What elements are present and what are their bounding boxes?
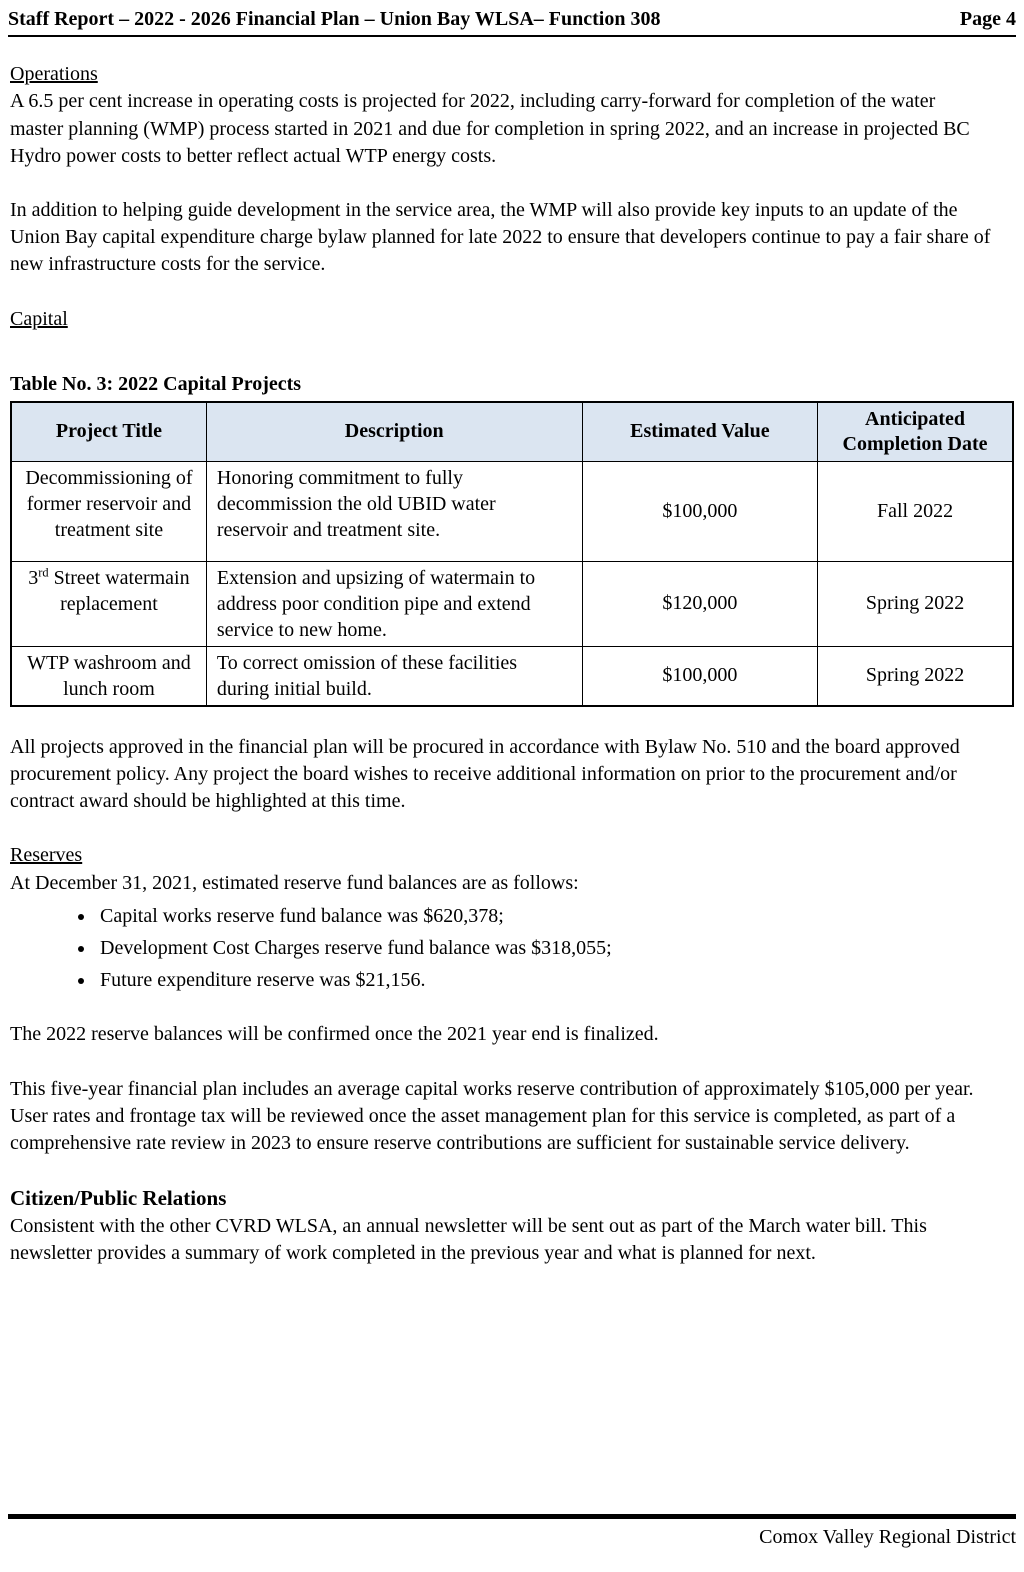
- cell-description: Extension and upsizing of watermain to address poor condition pipe and extend service to new home.: [206, 561, 582, 646]
- cell-estimated-value: $120,000: [582, 561, 817, 646]
- cell-estimated-value: $100,000: [582, 646, 817, 706]
- cell-project-title: 3rd Street watermain replacement: [11, 561, 206, 646]
- capital-projects-table: [10, 401, 1014, 707]
- operations-paragraph-1: A 6.5 per cent increase in operating costs is projected for 2022, including carry-forward for completion of the water master planning (WMP) process started in 2021 and due for completion in spring 2022, and an increase in projected BC Hydro power costs to better reflect actual WTP energy costs.: [10, 90, 970, 167]
- cell-project-title: Decommissioning of former reservoir and treatment site: [11, 461, 206, 561]
- table-row: [11, 561, 1013, 646]
- footer-rule: [8, 1514, 1016, 1519]
- document-body: [10, 61, 1014, 1267]
- cell-estimated-value: $100,000: [582, 461, 817, 561]
- page-footer: [8, 1514, 1016, 1551]
- reserves-bullet-list: [10, 903, 1014, 995]
- cell-description: To correct omission of these facilities during initial build.: [206, 646, 582, 706]
- column-header-description: Description: [206, 402, 582, 462]
- operations-paragraph-2: In addition to helping guide development in the service area, the WMP will also provide key inputs to an update of the Union Bay capital expenditure charge bylaw planned for late 2022 to ensure that developers continue to pay a fair share of new infrastructure costs for the service.: [10, 198, 991, 276]
- section-heading-capital: Capital: [10, 307, 68, 330]
- cell-completion-date: Spring 2022: [818, 561, 1013, 646]
- footer-org-name: Comox Valley Regional District: [759, 1526, 1016, 1548]
- cell-project-title: WTP washroom and lunch room: [11, 646, 206, 706]
- reserves-contribution-paragraph: This five-year financial plan includes an average capital works reserve contribution of approximately $105,000 per year. User rates and frontage tax will be reviewed once the asset management plan for this service is completed, as part of a comprehensive rate review in 2023 to ensure reserve contributions are sufficient for sustainable service delivery.: [10, 1077, 974, 1154]
- header-title: Staff Report – 2022 - 2026 Financial Plan – Union Bay WLSA– Function 308: [8, 8, 661, 30]
- column-header-completion-date: Anticipated Completion Date: [818, 402, 1013, 462]
- header-page-number: Page 4: [959, 8, 1016, 30]
- table-row: [11, 646, 1013, 706]
- section-heading-citizen-public-relations: Citizen/Public Relations: [10, 1186, 227, 1211]
- list-item-dcc: • Development Cost Charges reserve fund balance was $318,055;: [96, 935, 1014, 962]
- table-row: [11, 461, 1013, 561]
- ordinal-superscript: rd: [38, 565, 49, 580]
- table-header-row: [11, 402, 1013, 462]
- reserves-confirm-paragraph: The 2022 reserve balances will be confirmed once the 2021 year end is finalized.: [10, 1023, 659, 1046]
- page-header: [8, 6, 1016, 37]
- table-title: Table No. 3: 2022 Capital Projects: [10, 372, 302, 395]
- list-item-future-expenditure: • Future expenditure reserve was $21,156.: [96, 967, 1014, 994]
- column-header-project-title: Project Title: [11, 402, 206, 462]
- column-header-estimated-value: Estimated Value: [582, 402, 817, 462]
- cell-description: Honoring commitment to fully decommission the old UBID water reservoir and treatment site.: [206, 461, 582, 561]
- section-heading-operations: Operations: [10, 63, 98, 86]
- list-item-capital-works: • Capital works reserve fund balance was $620,378;: [96, 903, 1014, 930]
- citizen-paragraph: Consistent with the other CVRD WLSA, an annual newsletter will be sent out as part of the March water bill. This newsletter provides a summary of work completed in the previous year and what is planned for next.: [10, 1214, 927, 1264]
- cell-completion-date: Spring 2022: [818, 646, 1013, 706]
- section-heading-reserves: Reserves: [10, 844, 83, 867]
- reserves-intro: At December 31, 2021, estimated reserve fund balances are as follows:: [10, 871, 579, 894]
- procurement-paragraph: All projects approved in the financial plan will be procured in accordance with Bylaw No. 510 and the board approved procurement policy. Any project the board wishes to receive additional information on prior to the procurement and/or contract award should be highlighted at this time.: [10, 735, 960, 813]
- cell-completion-date: Fall 2022: [818, 461, 1013, 561]
